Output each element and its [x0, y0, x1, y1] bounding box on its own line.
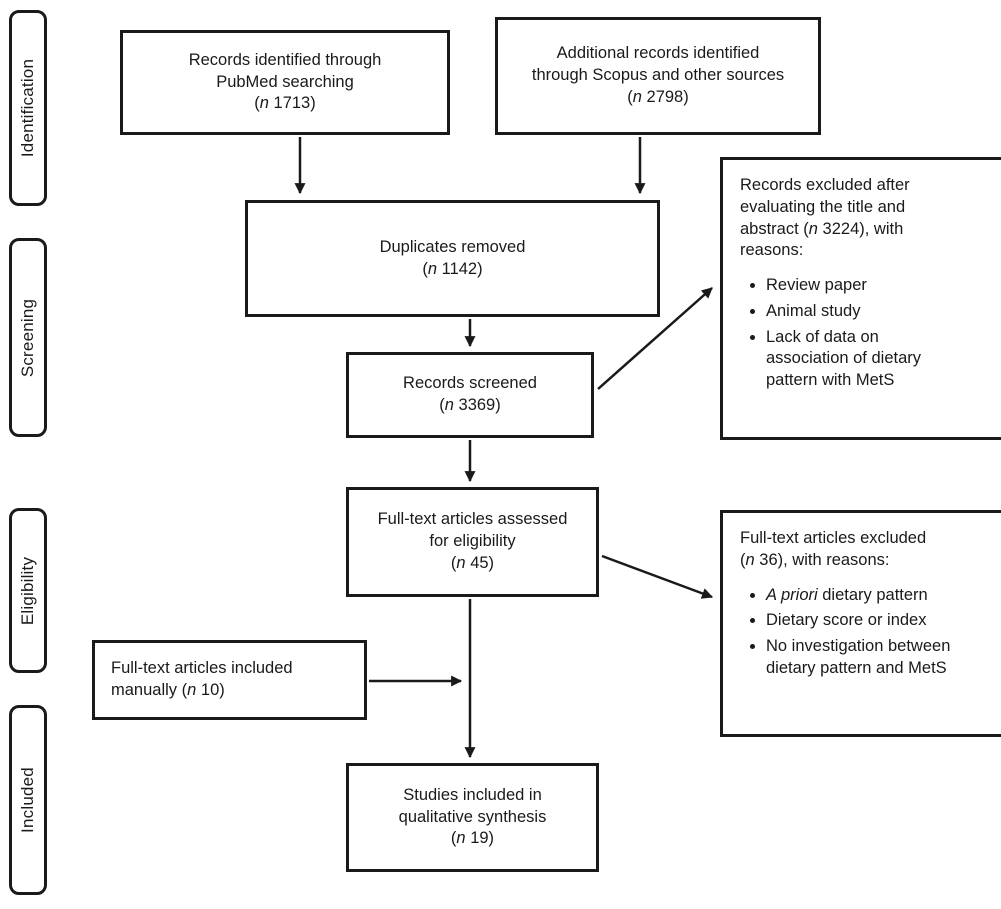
box-fulltext-excluded-text: Full-text articles excluded (n 36), with reasons:	[740, 529, 927, 569]
stage-eligibility	[9, 508, 47, 673]
box-manual-included-text: Full-text articles included manually (n 10)	[111, 659, 293, 699]
box-records-scopus	[495, 17, 821, 135]
box-qualitative-synthesis-text: Studies included in qualitative synthesis (n 19)	[398, 785, 547, 848]
reason-item: • Review paper	[766, 275, 999, 297]
box-records-scopus-text: Additional records identified through Scopus and other sources (n 2798)	[531, 44, 785, 106]
stage-included	[9, 705, 47, 895]
box-records-screened-text: Records screened (n 3369)	[403, 374, 537, 414]
reason-item: • Animal study	[766, 301, 999, 323]
stage-screening-label: Screening	[18, 298, 38, 377]
reason-item: • Lack of data on association of dietary pattern with MetS	[766, 327, 999, 392]
box-manual-included	[92, 640, 367, 720]
box-fulltext-excluded-reasons	[743, 585, 999, 680]
stage-screening	[9, 238, 47, 437]
reason-item: • Dietary score or index	[766, 610, 999, 632]
box-duplicates-removed-text: Duplicates removed (n 1142)	[379, 237, 526, 278]
stage-eligibility-label: Eligibility	[18, 556, 37, 625]
reason-item: • No investigation between dietary pattern and MetS	[766, 636, 999, 680]
box-duplicates-removed	[245, 200, 660, 317]
stage-identification	[9, 10, 47, 206]
box-records-excluded	[720, 157, 1001, 440]
reason-item: • A priori dietary pattern	[766, 585, 999, 607]
box-fulltext-assessed	[346, 487, 599, 597]
box-fulltext-assessed-text: Full-text articles assessed for eligibility (n 45)	[377, 510, 568, 572]
box-qualitative-synthesis	[346, 763, 599, 872]
box-records-excluded-text: Records excluded after evaluating the title and abstract (n 3224), with reasons:	[740, 176, 910, 260]
stage-identification-label: Identification	[18, 58, 38, 158]
box-records-excluded-reasons	[743, 275, 999, 392]
box-records-screened	[346, 352, 594, 438]
stage-included-label: Included	[18, 767, 37, 833]
arrow-fulltext-to-excluded	[602, 556, 712, 597]
box-records-pubmed	[120, 30, 450, 135]
box-fulltext-excluded	[720, 510, 1001, 737]
box-records-pubmed-text: Records identified through PubMed searching (n 1713)	[188, 50, 382, 113]
